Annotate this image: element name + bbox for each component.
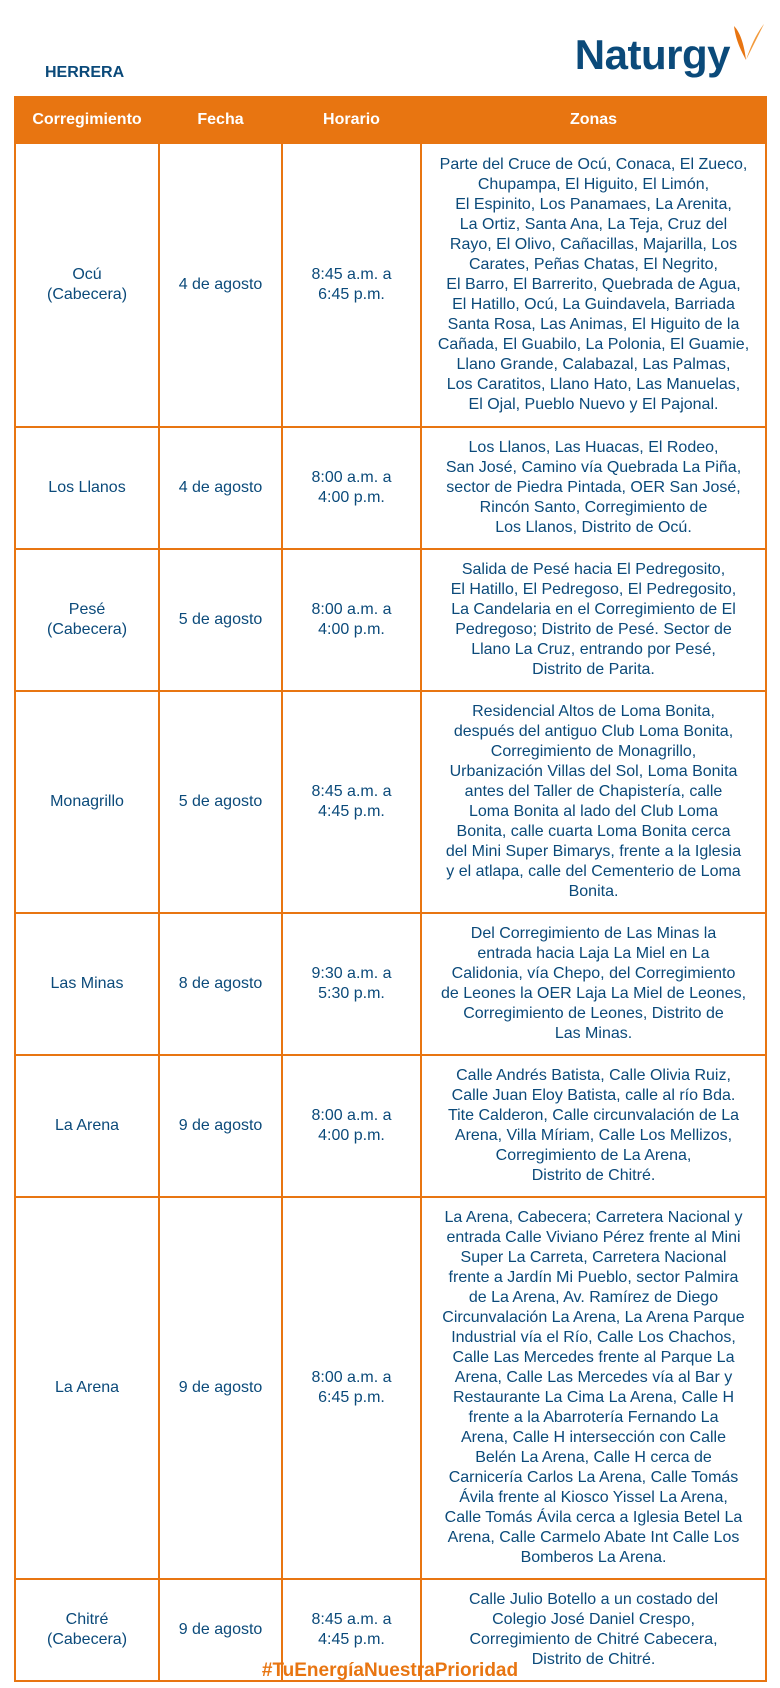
fecha-cell: 4 de agosto — [159, 427, 282, 549]
logo-text: Naturgy — [574, 31, 730, 78]
zonas-cell-line: y el atlapa, calle del Cementerio de Loma — [446, 863, 741, 880]
corregimiento-cell-line: La Arena — [54, 1379, 120, 1396]
zonas-cell-line: Circunvalación La Arena, La Arena Parque — [442, 1309, 745, 1326]
zonas-cell-line: Pedregoso; Distrito de Pesé. Sector de — [455, 621, 732, 638]
zonas-cell-line: Super La Carreta, Carretera Nacional — [460, 1249, 727, 1266]
zonas-cell-line: Del Corregimiento de Las Minas la — [470, 925, 717, 942]
horario-cell — [282, 143, 421, 427]
zonas-cell-line: Distrito de Parita. — [532, 661, 655, 678]
zonas-cell-line: El Hatillo, Ocú, La Guindavela, Barriada — [452, 296, 735, 313]
col-corregimiento: Corregimiento — [15, 97, 159, 143]
table-row — [15, 1055, 766, 1197]
zonas-cell-line: Colegio José Daniel Crespo, — [492, 1611, 695, 1628]
zonas-cell-line: Calidonia, vía Chepo, del Corregimiento — [451, 965, 736, 982]
zonas-cell-line: Los Llanos, Las Huacas, El Rodeo, — [468, 439, 719, 456]
zonas-cell-line: Arena, Villa Míriam, Calle Los Mellizos, — [454, 1127, 733, 1144]
zonas-cell-line: Calle Tomás Ávila cerca a Iglesia Betel La — [444, 1509, 743, 1526]
zonas-cell — [421, 1197, 766, 1579]
horario-cell-line: 8:00 a.m. a — [311, 1369, 392, 1386]
zonas-cell-line: San José, Camino vía Quebrada La Piña, — [445, 459, 742, 476]
corregimiento-cell — [15, 913, 159, 1055]
table-header — [15, 97, 766, 143]
footer-hashtag: #TuEnergíaNuestraPrioridad — [261, 1660, 519, 1681]
horario-cell-line: 4:45 p.m. — [318, 1631, 385, 1648]
horario-cell-line: 4:00 p.m. — [318, 489, 385, 506]
table-row — [15, 1197, 766, 1579]
corregimiento-cell-line: Monagrillo — [50, 793, 124, 810]
zonas-cell — [421, 691, 766, 913]
zonas-cell-line: La Ortiz, Santa Ana, La Teja, Cruz del — [459, 216, 728, 233]
zonas-cell-line: entrada hacia Laja La Miel en La — [477, 945, 710, 962]
zonas-cell-line: Urbanización Villas del Sol, Loma Bonita — [449, 763, 738, 780]
zonas-cell-line: Ávila frente al Kiosco Yissel La Arena, — [459, 1489, 728, 1506]
zonas-cell-line: La Candelaria en el Corregimiento de El — [451, 601, 736, 618]
zonas-cell-line: Restaurante La Cima La Arena, Calle H — [452, 1389, 735, 1406]
zonas-cell-line: Llano Grande, Calabazal, Las Palmas, — [456, 356, 731, 373]
zonas-cell-line: de Leones la OER Laja La Miel de Leones, — [440, 985, 747, 1002]
zonas-cell-line: Residencial Altos de Loma Bonita, — [472, 703, 715, 720]
horario-cell — [282, 1055, 421, 1197]
horario-cell-line: 8:45 a.m. a — [311, 1611, 392, 1628]
zonas-cell — [421, 913, 766, 1055]
zonas-cell-line: Distrito de Chitré. — [531, 1651, 656, 1668]
zonas-cell-line: Cañada, El Guabilo, La Polonia, El Guamie, — [437, 336, 750, 353]
zonas-cell-line: Calle Andrés Batista, Calle Olivia Ruiz, — [456, 1067, 731, 1084]
zonas-cell — [421, 1055, 766, 1197]
horario-cell-line: 5:30 p.m. — [318, 985, 385, 1002]
zonas-cell-line: sector de Piedra Pintada, OER San José, — [446, 479, 741, 496]
zonas-cell-line: frente a Jardín Mi Pueblo, sector Palmira — [448, 1269, 739, 1286]
horario-cell-line: 8:00 a.m. a — [311, 1107, 392, 1124]
zonas-cell-line: Arena, Calle H intersección con Calle — [460, 1429, 726, 1446]
horario-cell-line: 8:00 a.m. a — [311, 601, 392, 618]
zonas-cell-line: Loma Bonita al lado del Club Loma — [468, 803, 719, 820]
horario-cell-line: 4:00 p.m. — [318, 1127, 385, 1144]
corregimiento-cell-line: Pesé — [68, 601, 106, 618]
region-title: HERRERA — [45, 64, 125, 81]
corregimiento-cell — [15, 427, 159, 549]
naturgy-logo — [575, 22, 766, 76]
fecha-cell: 8 de agosto — [159, 913, 282, 1055]
corregimiento-cell — [15, 143, 159, 427]
zonas-cell-line: El Hatillo, El Pedregoso, El Pedregosito, — [450, 581, 737, 598]
zonas-cell-line: Calle Las Mercedes frente al Parque La — [452, 1349, 735, 1366]
zonas-cell-line: Llano La Cruz, entrando por Pesé, — [471, 641, 716, 658]
zonas-cell-line: Corregimiento de La Arena, — [495, 1147, 692, 1164]
zonas-cell-line: Distrito de Chitré. — [531, 1167, 656, 1184]
zonas-cell-line: Arena, Calle Las Mercedes vía al Bar y — [454, 1369, 733, 1386]
zonas-cell-line: después del antiguo Club Loma Bonita, — [453, 723, 734, 740]
fecha-cell: 9 de agosto — [159, 1579, 282, 1681]
table-row — [15, 427, 766, 549]
horario-cell — [282, 913, 421, 1055]
zonas-cell-line: Rincón Santo, Corregimiento de — [479, 499, 708, 516]
zonas-cell-line: Carnicería Carlos La Arena, Calle Tomás — [448, 1469, 739, 1486]
horario-cell-line: 8:45 a.m. a — [311, 783, 392, 800]
schedule-table — [14, 96, 767, 1682]
zonas-cell-line: de La Arena, Av. Ramírez de Diego — [468, 1289, 719, 1306]
zonas-cell-line: del Mini Super Bimarys, frente a la Iglesia — [445, 843, 742, 860]
corregimiento-cell-line: (Cabecera) — [46, 286, 128, 303]
corregimiento-cell-line: (Cabecera) — [46, 1631, 128, 1648]
col-horario: Horario — [282, 97, 421, 143]
zonas-cell-line: Calle Juan Eloy Batista, calle al río Bda. — [451, 1087, 736, 1104]
zonas-cell-line: Los Llanos, Distrito de Ocú. — [495, 519, 692, 536]
horario-cell — [282, 1197, 421, 1579]
fecha-cell: 9 de agosto — [159, 1197, 282, 1579]
zonas-cell-line: Corregimiento de Chitré Cabecera, — [469, 1631, 718, 1648]
fecha-cell: 5 de agosto — [159, 549, 282, 691]
horario-cell-line: 9:30 a.m. a — [311, 965, 392, 982]
zonas-cell-line: Bomberos La Arena. — [520, 1549, 667, 1566]
horario-cell-line: 4:45 p.m. — [318, 803, 385, 820]
col-fecha: Fecha — [159, 97, 282, 143]
corregimiento-cell — [15, 549, 159, 691]
horario-cell-line: 6:45 p.m. — [318, 286, 385, 303]
col-zonas: Zonas — [421, 97, 766, 143]
corregimiento-cell-line: Ocú — [72, 266, 102, 283]
zonas-cell-line: Salida de Pesé hacia El Pedregosito, — [461, 561, 726, 578]
horario-cell-line: 8:45 a.m. a — [311, 266, 392, 283]
corregimiento-cell-line: (Cabecera) — [46, 621, 128, 638]
zonas-cell-line: El Espinito, Los Panamaes, La Arenita, — [455, 196, 732, 213]
zonas-cell-line: Calle Julio Botello a un costado del — [468, 1591, 719, 1608]
table-row — [15, 143, 766, 427]
zonas-cell-line: Tite Calderon, Calle circunvalación de La — [447, 1107, 740, 1124]
table-row — [15, 913, 766, 1055]
zonas-cell-line: Arena, Calle Carmelo Abate Int Calle Los — [447, 1529, 740, 1546]
corregimiento-cell-line: La Arena — [54, 1117, 120, 1134]
zonas-cell-line: Las Minas. — [554, 1025, 633, 1042]
corregimiento-cell — [15, 691, 159, 913]
corregimiento-cell-line: Las Minas — [50, 975, 124, 992]
fecha-cell: 4 de agosto — [159, 143, 282, 427]
zonas-cell-line: Los Caratitos, Llano Hato, Las Manuelas, — [446, 376, 741, 393]
zonas-cell — [421, 143, 766, 427]
horario-cell-line: 6:45 p.m. — [318, 1389, 385, 1406]
fecha-cell: 5 de agosto — [159, 691, 282, 913]
zonas-cell-line: Carates, Peñas Chatas, El Negrito, — [468, 256, 718, 273]
horario-cell-line: 4:00 p.m. — [318, 621, 385, 638]
horario-cell — [282, 549, 421, 691]
zonas-cell-line: Santa Rosa, Las Animas, El Higuito de la — [447, 316, 740, 333]
corregimiento-cell-line: Los Llanos — [48, 479, 126, 496]
horario-cell-line: 8:00 a.m. a — [311, 469, 392, 486]
corregimiento-cell-line: Chitré — [65, 1611, 109, 1628]
zonas-cell — [421, 427, 766, 549]
table-row — [15, 549, 766, 691]
zonas-cell-line: Parte del Cruce de Ocú, Conaca, El Zueco, — [439, 156, 748, 173]
zonas-cell-line: Chupampa, El Higuito, El Limón, — [477, 176, 710, 193]
zonas-cell-line: Corregimiento de Monagrillo, — [490, 743, 697, 760]
zonas-cell-line: entrada Calle Viviano Pérez frente al Mini — [446, 1229, 741, 1246]
zonas-cell-line: Belén La Arena, Calle H cerca de — [475, 1449, 712, 1466]
zonas-cell-line: El Barro, El Barrerito, Quebrada de Agua, — [446, 276, 741, 293]
butterfly-icon — [732, 22, 766, 62]
zonas-cell — [421, 549, 766, 691]
zonas-cell-line: antes del Taller de Chapistería, calle — [464, 783, 723, 800]
zonas-cell-line: frente a la Abarrotería Fernando La — [468, 1409, 719, 1426]
zonas-cell-line: Bonita. — [568, 883, 619, 900]
corregimiento-cell — [15, 1197, 159, 1579]
zonas-cell-line: El Ojal, Pueblo Nuevo y El Pajonal. — [468, 396, 719, 413]
fecha-cell: 9 de agosto — [159, 1055, 282, 1197]
horario-cell — [282, 691, 421, 913]
zonas-cell-line: Rayo, El Olivo, Cañacillas, Majarilla, Los — [449, 236, 738, 253]
zonas-cell-line: Corregimiento de Leones, Distrito de — [463, 1005, 724, 1022]
zonas-cell-line: Industrial vía el Río, Calle Los Chachos, — [451, 1329, 736, 1346]
corregimiento-cell — [15, 1055, 159, 1197]
table-row — [15, 691, 766, 913]
zonas-cell-line: La Arena, Cabecera; Carretera Nacional y — [444, 1209, 743, 1226]
zonas-cell-line: Bonita, calle cuarta Loma Bonita cerca — [456, 823, 731, 840]
horario-cell — [282, 427, 421, 549]
